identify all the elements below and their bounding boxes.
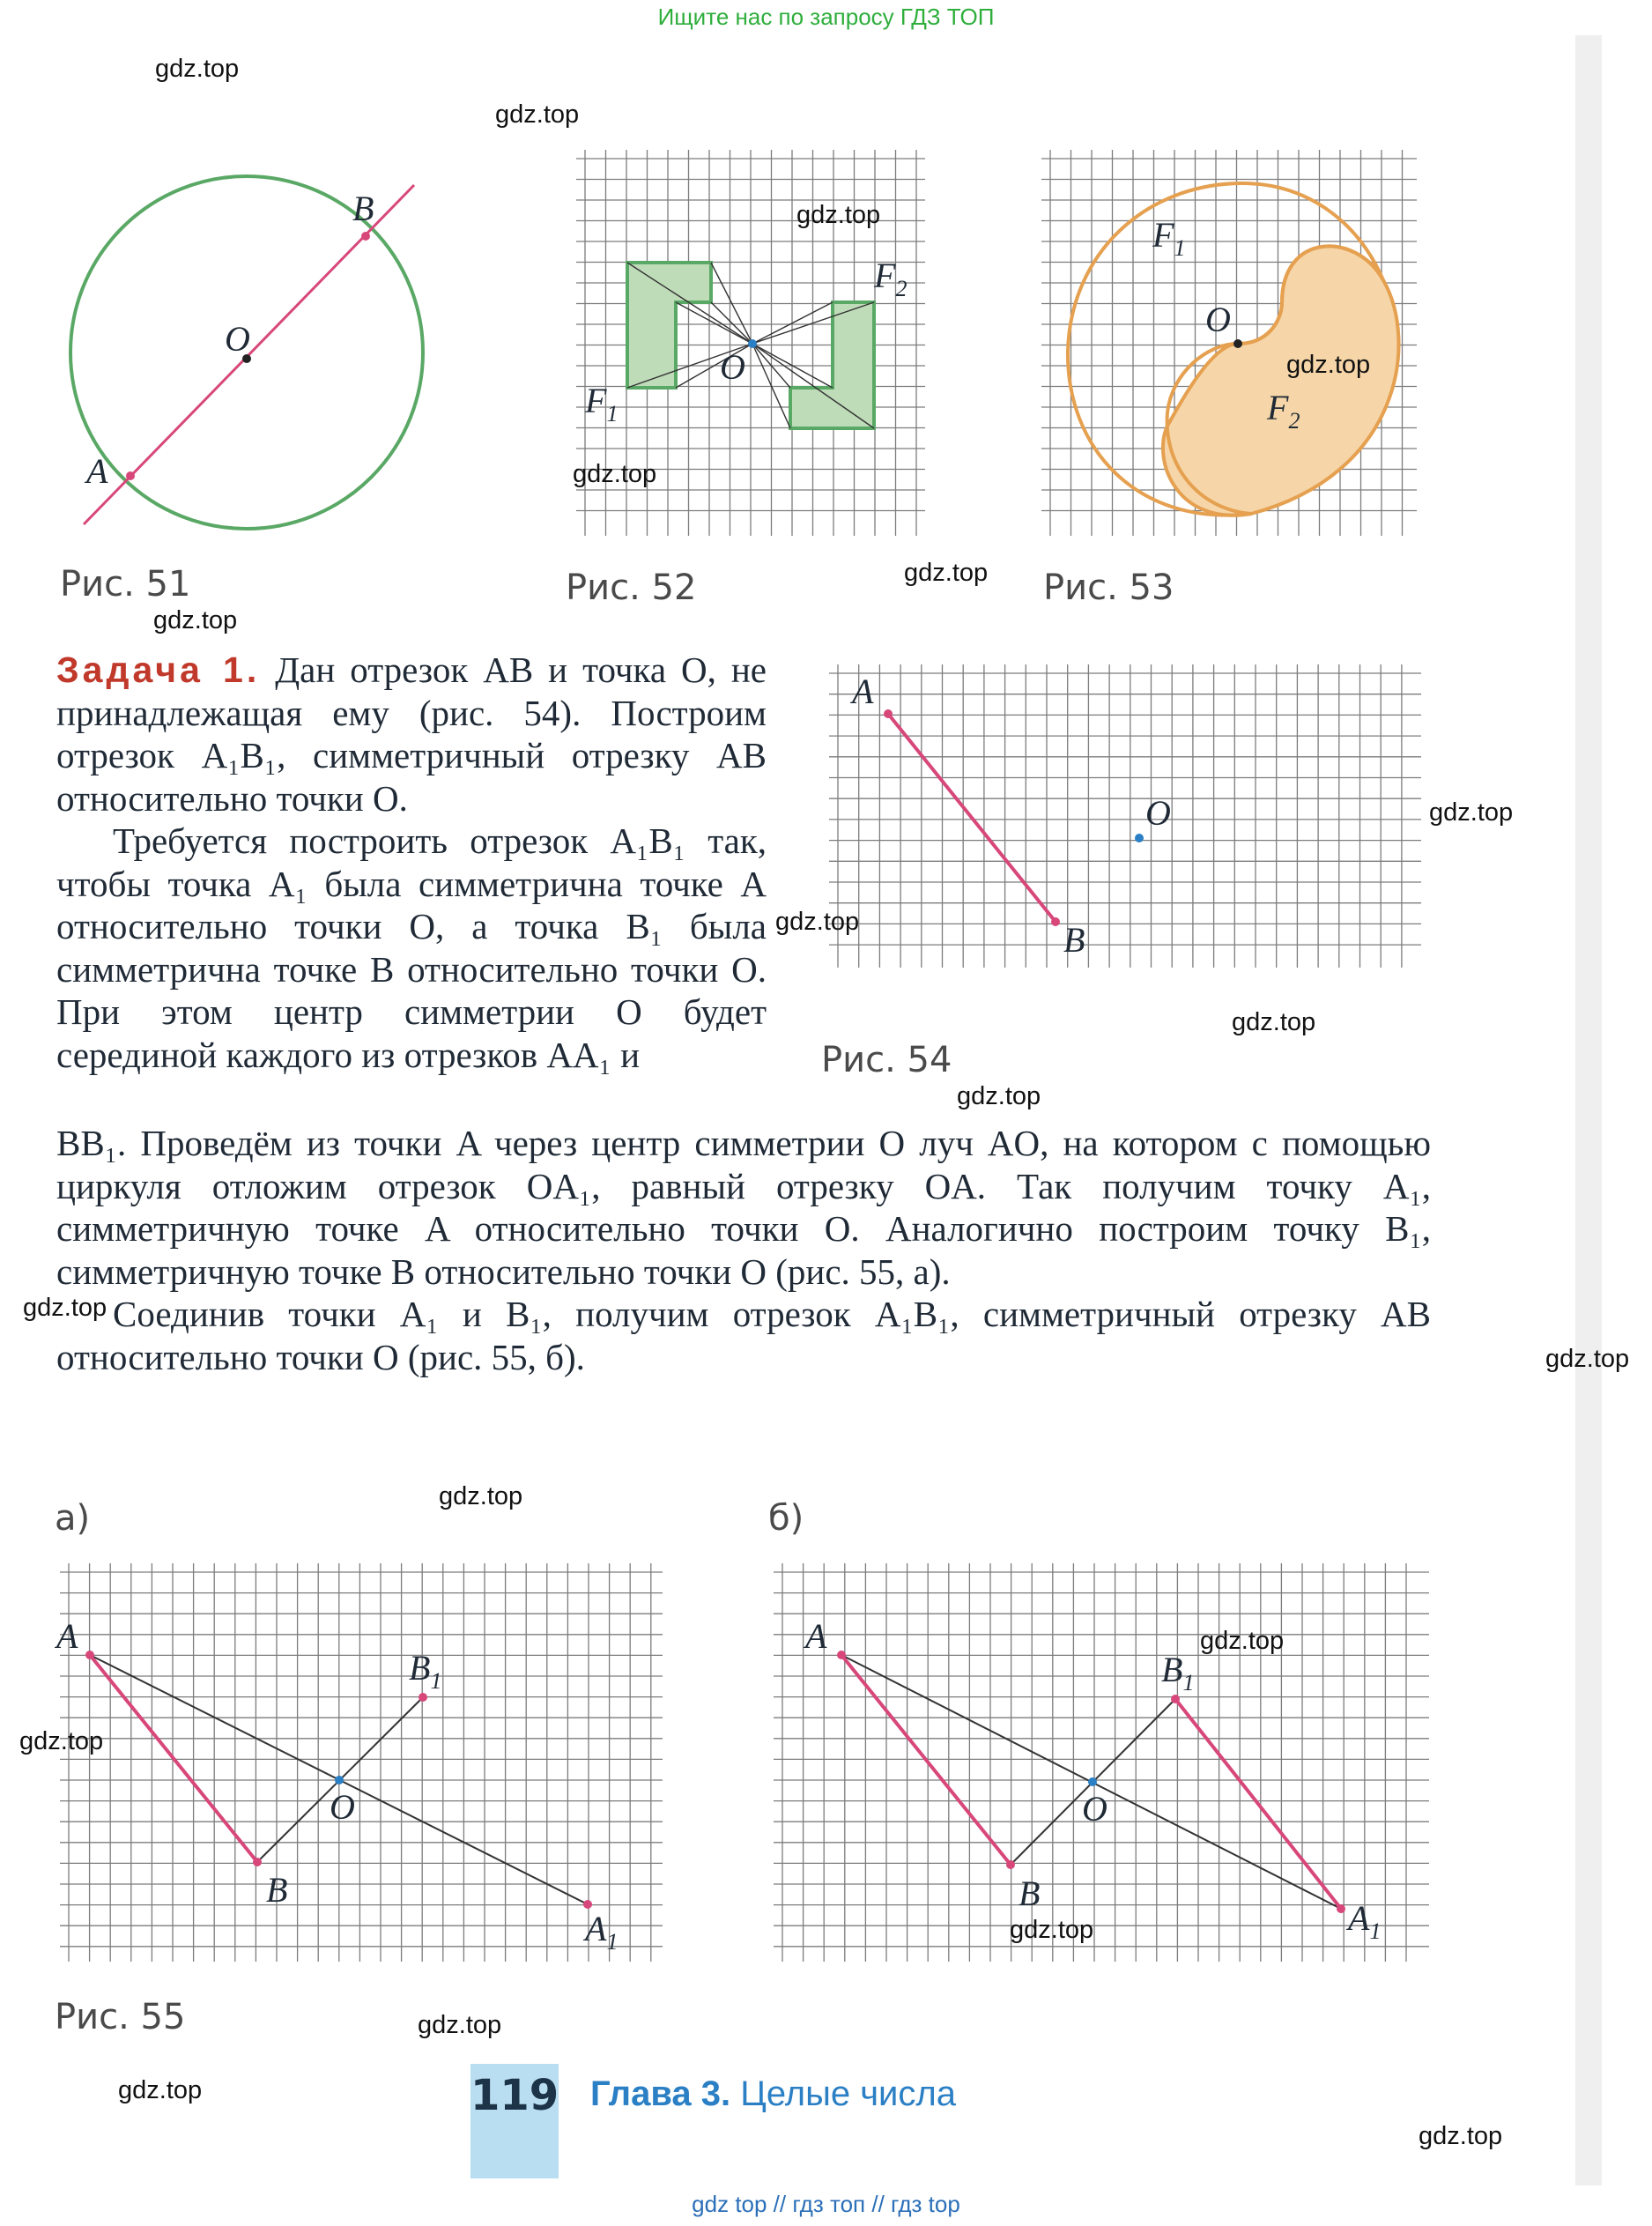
site-footer-links[interactable]: gdz top // гдз топ // гдз top — [692, 2191, 960, 2217]
label-b: B — [1063, 920, 1085, 960]
watermark: gdz.top — [957, 1082, 1041, 1110]
watermark: gdz.top — [904, 559, 989, 587]
task-paragraph-2a: Требуется построить отрезок A₁B₁ так, чтобы точка A₁ была симметрична точке A относительно точки O, а точка B₁ была симметрична точке B относительно точки O. При этом центр симметрии O будет серединой каждого из отрезков AA₁ и — [56, 820, 767, 1075]
figure-55a-label: а) — [55, 1498, 91, 1539]
chapter-title: Глава 3. Целые числа — [590, 2074, 956, 2113]
figure-54-caption: Рис. 54 — [821, 1040, 952, 1080]
task-paragraph-1: Дан отрезок AB и точка O, не принадлежащая ему (рис. 54). Построим отрезок A₁B₁, симметричный отрезку AB относительно точки O. — [56, 649, 767, 819]
label-f1: $F_1$ — [585, 381, 619, 427]
task-body — [56, 1122, 1431, 1378]
figure-55b-label: б) — [768, 1498, 804, 1539]
watermark: gdz.top — [1286, 351, 1371, 379]
watermark: gdz.top — [1429, 798, 1514, 827]
site-header-banner[interactable]: Ищите нас по запросу ГДЗ ТОП — [657, 4, 995, 30]
figure-55b-grid — [768, 1556, 1429, 1962]
watermark: gdz.top — [19, 1727, 104, 1755]
watermark: gdz.top — [1232, 1008, 1316, 1036]
figure-53-grid — [1040, 148, 1419, 536]
task-title: Задача 1. — [56, 649, 261, 690]
label-a: A — [805, 1616, 827, 1656]
label-o: O — [1205, 300, 1231, 339]
watermark: gdz.top — [495, 100, 580, 129]
figure-55-caption: Рис. 55 — [55, 1997, 186, 2037]
label-a: A — [852, 672, 874, 711]
watermark: gdz.top — [1419, 2122, 1503, 2150]
label-b: B — [1019, 1874, 1041, 1913]
label-o: O — [330, 1787, 355, 1827]
label-o: O — [720, 347, 745, 387]
label-o: O — [1145, 793, 1171, 833]
watermark: gdz.top — [439, 1482, 523, 1510]
segment-ab — [888, 714, 1056, 922]
watermark: gdz.top — [775, 908, 860, 936]
watermark: gdz.top — [418, 2011, 502, 2039]
point-b — [1051, 917, 1060, 926]
label-o: O — [1082, 1789, 1108, 1829]
point-b — [361, 232, 370, 241]
page-number: 119 — [470, 2071, 559, 2120]
figure-53-caption: Рис. 53 — [1043, 568, 1174, 608]
point-a — [126, 471, 135, 480]
label-a: A — [56, 1616, 78, 1656]
watermark: gdz.top — [153, 606, 238, 634]
task-intro — [56, 649, 767, 1076]
figure-51-circle — [62, 150, 432, 538]
label-f2: $F_2$ — [874, 256, 907, 301]
label-a: A — [86, 451, 108, 491]
label-a1: $A_1$ — [1348, 1898, 1382, 1944]
watermark: gdz.top — [118, 2076, 203, 2104]
task-paragraph-2b: BB₁. Проведём из точки A через центр симметрии O луч AO, на котором с помощью циркуля отложим отрезок OA₁, равный отрезку OA. Так получим точку A₁, симметричную точке A относительно точки O. Аналогично построим точку B₁, симметричную точке B относительно точки O (рис. 55, а). — [56, 1123, 1431, 1292]
segment-a1b1 — [1175, 1699, 1341, 1909]
segment-ab — [90, 1655, 257, 1862]
watermark: gdz.top — [1200, 1627, 1285, 1655]
label-b1: $B_1$ — [1161, 1650, 1195, 1695]
point-o — [1088, 1777, 1097, 1786]
point-o — [1135, 834, 1144, 842]
watermark: gdz.top — [573, 460, 657, 488]
watermark: gdz.top — [155, 55, 240, 83]
figure-51-caption: Рис. 51 — [60, 564, 191, 605]
watermark: gdz.top — [796, 201, 881, 229]
watermark: gdz.top — [1010, 1916, 1094, 1944]
watermark: gdz.top — [1545, 1345, 1630, 1373]
point-o — [335, 1776, 344, 1785]
label-a1: $A_1$ — [585, 1909, 619, 1955]
label-b1: $B_1$ — [409, 1648, 442, 1694]
shape-f2 — [1163, 246, 1399, 515]
label-f2: $F_2$ — [1267, 388, 1300, 434]
figure-54-grid — [824, 659, 1423, 968]
label-f1: $F_1$ — [1152, 215, 1186, 261]
point-o — [748, 339, 757, 348]
figure-55a-grid — [55, 1556, 663, 1962]
label-b: B — [266, 1870, 288, 1910]
label-o: O — [225, 319, 250, 359]
figure-52-caption: Рис. 52 — [566, 568, 697, 608]
watermark: gdz.top — [23, 1294, 107, 1322]
label-b: B — [352, 189, 374, 228]
task-paragraph-3: Соединив точки A₁ и B₁, получим отрезок A₁B₁, симметричный отрезку AB относительно точки O (рис. 55, б). — [56, 1294, 1431, 1377]
point-a — [884, 709, 893, 718]
point-o — [1233, 339, 1242, 348]
page-edge-shadow — [1575, 35, 1602, 2185]
shape-f1 — [627, 263, 711, 388]
